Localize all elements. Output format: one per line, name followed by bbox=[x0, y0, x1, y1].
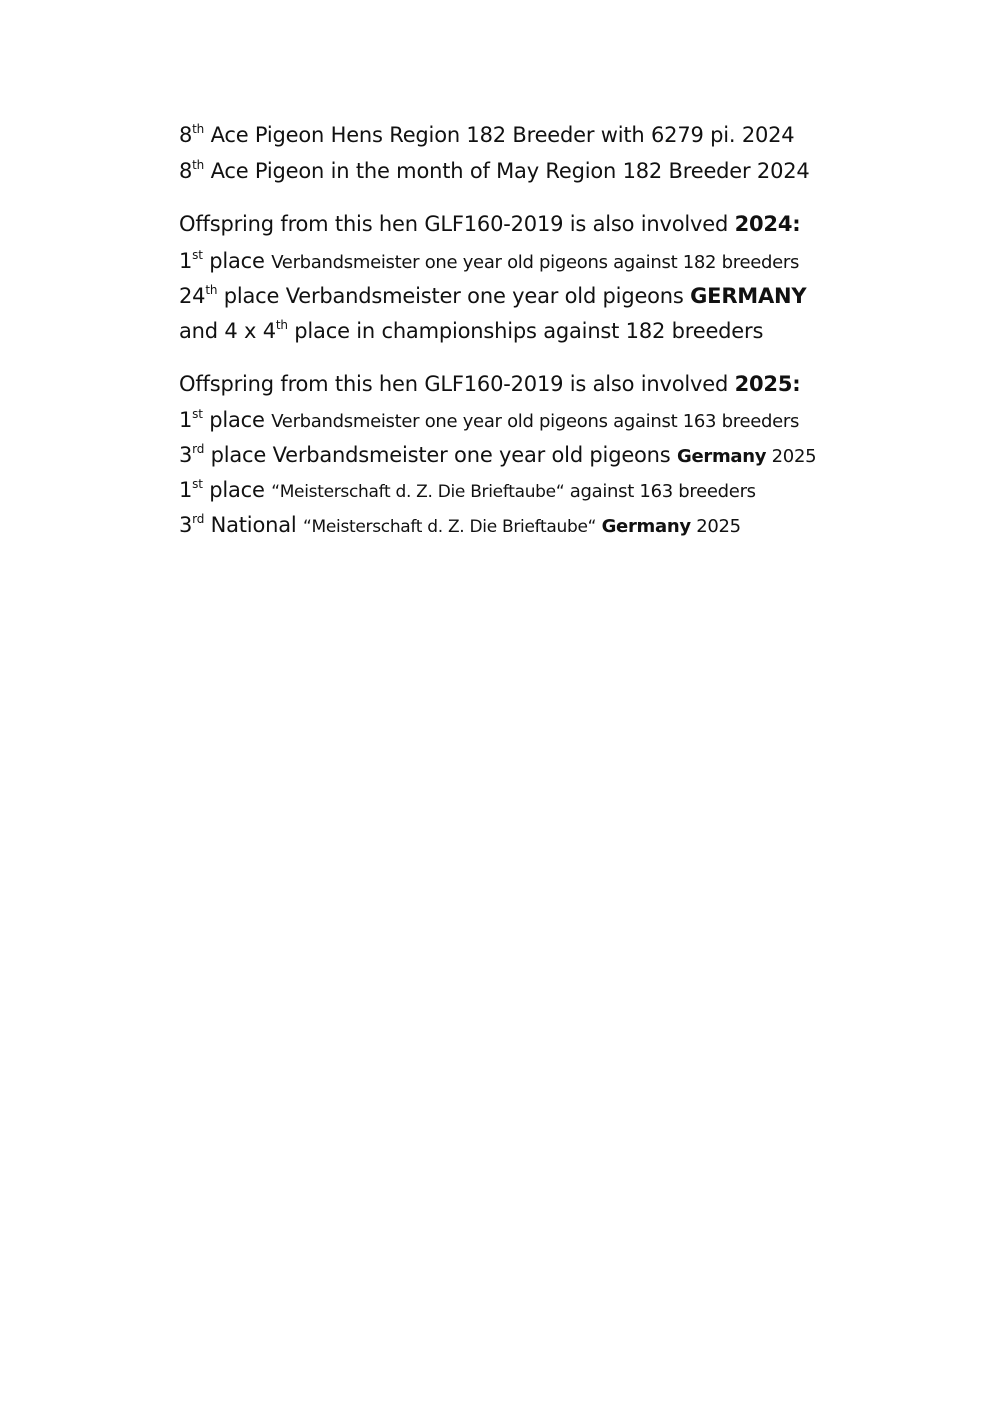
rank-number: 8 bbox=[179, 159, 193, 183]
rank-number: 3 bbox=[179, 513, 193, 537]
ace-pigeon-hens-line bbox=[179, 122, 795, 147]
offspring-2024-heading bbox=[179, 214, 800, 235]
line-text: place Verbandsmeister one year old pigeons bbox=[204, 443, 678, 467]
line-detail: Verbandsmeister one year old pigeons against 163 breeders bbox=[271, 411, 800, 432]
line-text: place bbox=[202, 478, 272, 502]
quoted-title: “Meisterschaft d. Z. Die Brieftaube“ bbox=[271, 482, 565, 502]
line-detail: against 163 breeders bbox=[564, 481, 756, 502]
rank-suffix: th bbox=[205, 283, 218, 297]
heading-text: Offspring from this hen GLF160-2019 is also involved bbox=[179, 212, 735, 236]
year-label: 2025 bbox=[690, 516, 741, 537]
verbandsmeister-2024-line bbox=[179, 248, 800, 273]
line-text: National bbox=[204, 513, 303, 537]
country-label: GERMANY bbox=[690, 284, 807, 308]
national-meisterschaft-2025-line bbox=[179, 512, 741, 537]
line-detail: Verbandsmeister one year old pigeons against 182 breeders bbox=[271, 252, 800, 273]
verbandsmeister-germany-2024-line bbox=[179, 283, 807, 308]
line-text: place Verbandsmeister one year old pigeons bbox=[217, 284, 691, 308]
line-prefix: and 4 x 4 bbox=[179, 319, 276, 343]
line-text: place bbox=[202, 249, 272, 273]
offspring-2025-heading bbox=[179, 374, 800, 395]
rank-suffix: st bbox=[192, 407, 203, 421]
rank-number: 3 bbox=[179, 443, 193, 467]
rank-suffix: rd bbox=[192, 512, 205, 526]
rank-number: 8 bbox=[179, 123, 193, 147]
heading-year: 2024: bbox=[734, 212, 801, 236]
heading-text: Offspring from this hen GLF160-2019 is also involved bbox=[179, 372, 735, 396]
country-label: Germany bbox=[677, 446, 767, 467]
rank-suffix: st bbox=[192, 248, 203, 262]
line-text: Ace Pigeon in the month of May Region 182 Breeder 2024 bbox=[204, 159, 810, 183]
rank-number: 1 bbox=[179, 408, 193, 432]
heading-year: 2025: bbox=[734, 372, 801, 396]
year-label: 2025 bbox=[766, 446, 817, 467]
rank-number: 1 bbox=[179, 478, 193, 502]
rank-suffix: st bbox=[192, 477, 203, 491]
rank-number: 1 bbox=[179, 249, 193, 273]
country-label: Germany bbox=[601, 516, 691, 537]
meisterschaft-2025-line bbox=[179, 477, 756, 502]
line-text: place in championships against 182 breeders bbox=[287, 319, 764, 343]
rank-number: 24 bbox=[179, 284, 206, 308]
rank-suffix: th bbox=[192, 122, 205, 136]
rank-suffix: th bbox=[275, 318, 288, 332]
verbandsmeister-germany-2025-line bbox=[179, 442, 817, 467]
line-text: place bbox=[202, 408, 272, 432]
line-text: Ace Pigeon Hens Region 182 Breeder with 6279 pi. 2024 bbox=[204, 123, 795, 147]
ace-pigeon-may-line bbox=[179, 158, 810, 183]
verbandsmeister-2025-line bbox=[179, 407, 800, 432]
rank-suffix: rd bbox=[192, 442, 205, 456]
rank-suffix: th bbox=[192, 158, 205, 172]
quoted-title: “Meisterschaft d. Z. Die Brieftaube“ bbox=[302, 517, 597, 537]
championships-2024-line bbox=[179, 318, 764, 343]
